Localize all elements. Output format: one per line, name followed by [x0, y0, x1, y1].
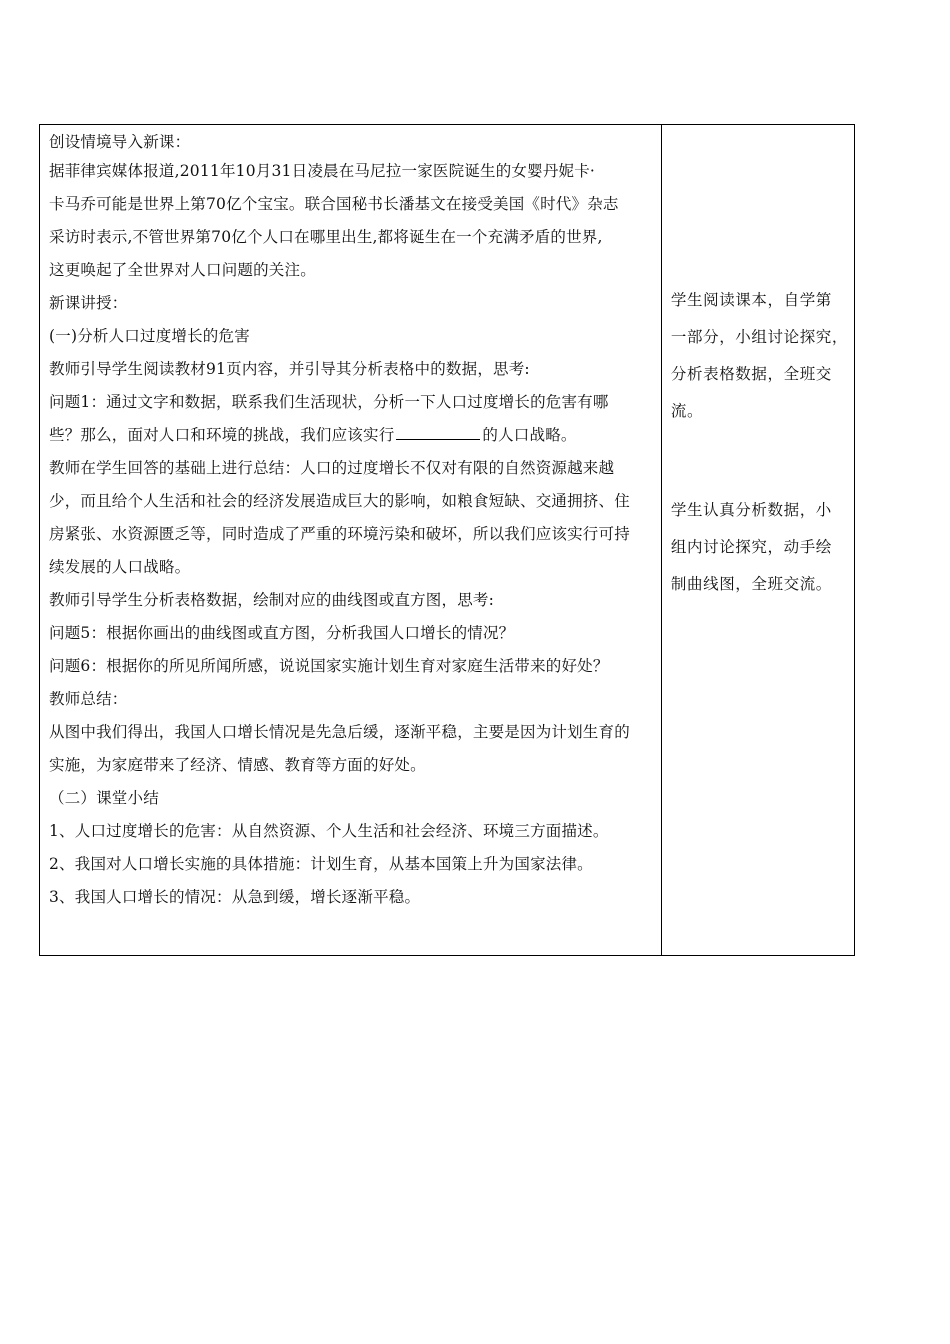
text-line: 从图中我们得出，我国人口增长情况是先急后缓，逐渐平稳，主要是因为计划生育的 [49, 723, 630, 741]
text-line: 房紧张、水资源匮乏等，同时造成了严重的环境污染和破坏，所以我们应该实行可持 [49, 525, 630, 543]
side-text-line: 制曲线图，全班交流。 [670, 575, 832, 593]
side-text-line: 流。 [670, 402, 704, 420]
section-heading: (一)分析人口过度增长的危害 [49, 327, 250, 345]
text-line: 教师总结： [49, 690, 128, 708]
side-text-line: 学生阅读课本，自学第 [670, 291, 832, 309]
side-text-line: 一部分，小组讨论探究， [670, 328, 848, 346]
text-line: 实施，为家庭带来了经济、情感、教育等方面的好处。 [49, 756, 426, 774]
text-line: 少，而且给个人生活和社会的经济发展造成巨大的影响，如粮食短缺、交通拥挤、住 [49, 492, 630, 510]
side-text-line: 分析表格数据，全班交 [670, 365, 832, 383]
text-line: 采访时表示,不管世界第70亿个人口在哪里出生,都将诞生在一个充满矛盾的世界, [49, 228, 603, 246]
summary-item: 1、人口过度增长的危害：从自然资源、个人生活和社会经济、环境三方面描述。 [49, 822, 609, 840]
text-line: 这更唤起了全世界对人口问题的关注。 [49, 261, 316, 279]
text-segment: 些？那么，面对人口和环境的挑战，我们应该实行 [49, 426, 395, 444]
text-line: 教师引导学生阅读教材91页内容，并引导其分析表格中的数据，思考: [49, 360, 530, 378]
text-line: 教师在学生回答的基础上进行总结：人口的过度增长不仅对有限的自然资源越来越 [49, 459, 615, 477]
text-line: 教师引导学生分析表格数据，绘制对应的曲线图或直方图，思考: [49, 591, 495, 609]
teacher-activity-cell [40, 125, 662, 955]
text-line: 问题6：根据你的所见所闻所感，说说国家实施计划生育对家庭生活带来的好处？ [49, 657, 609, 675]
text-line-with-blank [49, 419, 655, 452]
lesson-table [39, 124, 855, 956]
text-line: 据菲律宾媒体报道,2011年10月31日凌晨在马尼拉一家医院诞生的女婴丹妮卡· [49, 162, 596, 180]
summary-item: 2、我国对人口增长实施的具体措施：计划生育，从基本国策上升为国家法律。 [49, 855, 593, 873]
student-activity-cell [662, 125, 854, 955]
text-line: 问题5：根据你画出的曲线图或直方图，分析我国人口增长的情况？ [49, 624, 515, 642]
side-text-line: 学生认真分析数据，小 [670, 501, 832, 519]
side-text-line: 组内讨论探究，动手绘 [670, 538, 832, 556]
fill-in-blank [396, 424, 480, 440]
text-segment: 的人口战略。 [482, 426, 577, 444]
spacer [671, 430, 848, 492]
section-heading: 新课讲授： [49, 294, 128, 312]
section-heading: （二）课堂小结 [49, 789, 159, 807]
text-line: 问题1：通过文字和数据，联系我们生活现状，分析一下人口过度增长的危害有哪 [49, 393, 609, 411]
summary-item: 3、我国人口增长的情况：从急到缓，增长逐渐平稳。 [49, 888, 421, 906]
text-line: 创设情境导入新课： [49, 133, 191, 151]
text-line: 卡马乔可能是世界上第70亿个宝宝。联合国秘书长潘基文在接受美国《时代》杂志 [49, 195, 619, 213]
text-line: 续发展的人口战略。 [49, 558, 191, 576]
